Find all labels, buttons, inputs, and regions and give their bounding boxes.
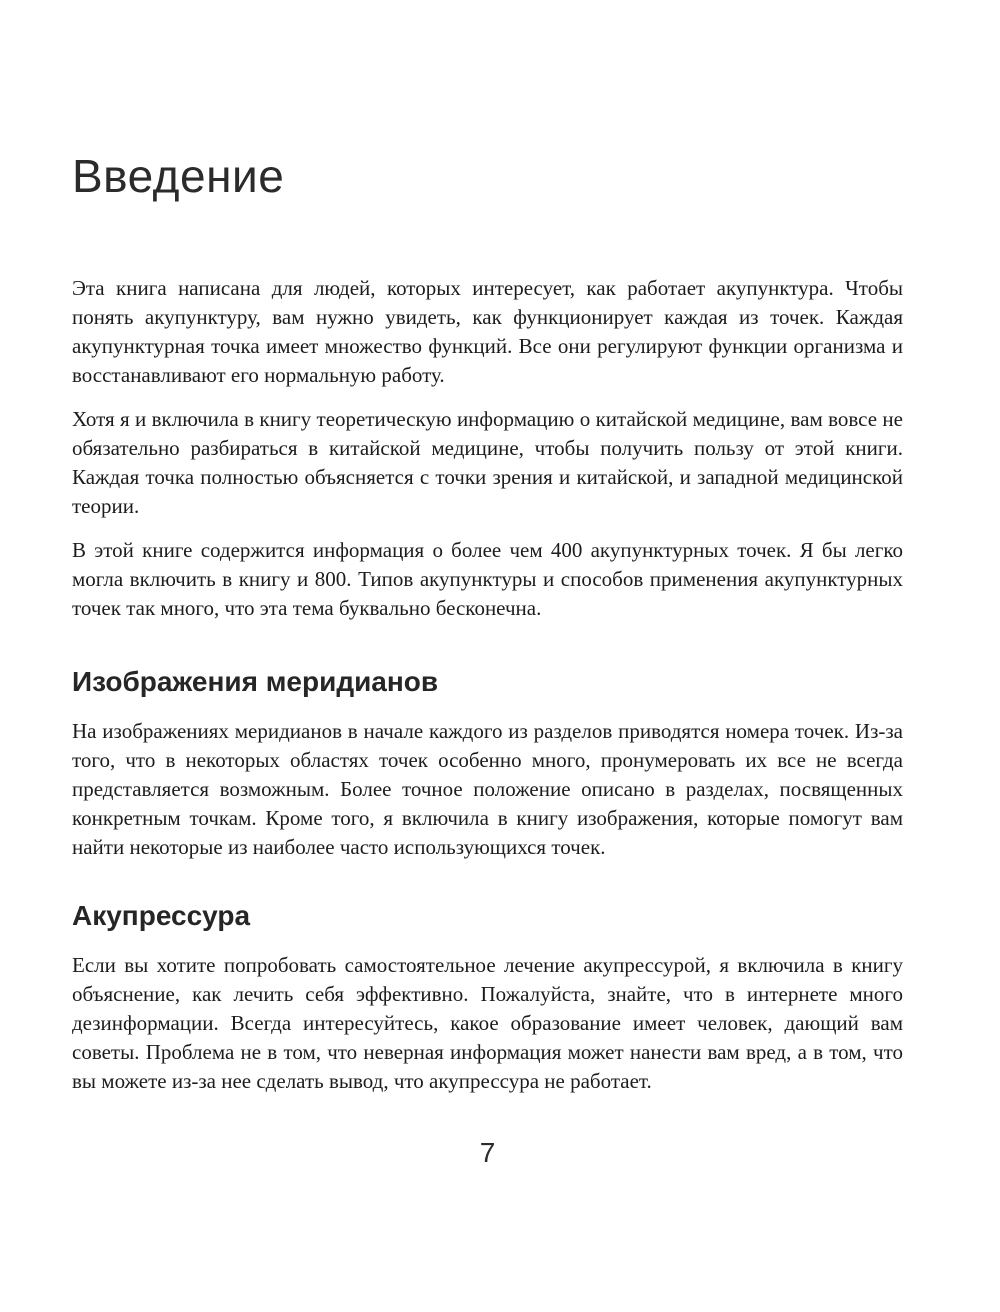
section-heading-meridian-images: Изображения меридианов: [72, 666, 439, 697]
chapter-title: Введение: [72, 150, 285, 202]
section-heading-acupressure: Акупрессура: [72, 900, 251, 931]
intro-paragraph-3: В этой книге содержится информация о более чем 400 акупунктурных точек. Я бы легко могла включить в книгу и 800. Типов акупунктуры и способов применения акупунктурных точек так много, что эта тема буквально бесконечна.: [72, 538, 903, 620]
acupressure-paragraph: Если вы хотите попробовать самостоятельное лечение акупрессурой, я включила в книгу объяснение, как лечить себя эффективно. Пожалуйста, знайте, что в интернете много дезинформации. Всегда интересуйтесь, какое образование имеет человек, дающий вам советы. Проблема не в том, что неверная информация может нанести вам вред, а в том, что вы можете из-за нее сделать вывод, что акупрессура не работает.: [72, 953, 903, 1093]
page-number: 7: [479, 1137, 496, 1168]
meridian-images-paragraph: На изображениях меридианов в начале каждого из разделов приводятся номера точек. Из-за того, что в некоторых областях точек особенно много, пронумеровать их все не всегда представляется возможным. Более точное положение описано в разделах, посвященных конкретным точкам. Кроме того, я включила в книгу изображения, которые помогут вам найти некоторые из наиболее часто использующихся точек.: [72, 719, 903, 859]
intro-paragraph-2: Хотя я и включила в книгу теоретическую информацию о китайской медицине, вам вовсе не обязательно разбираться в китайской медицине, чтобы получить пользу от этой книги. Каждая точка полностью объясняется с точки зрения и китайской, и западной медицинской теории.: [72, 407, 903, 518]
intro-paragraph-1: Эта книга написана для людей, которых интересует, как работает акупунктура. Чтобы понять акупунктуру, вам нужно увидеть, как функционирует каждая из точек. Каждая акупунктурная точка имеет множество функций. Все они регулируют функции организма и восстанавливают его нормальную работу.: [72, 276, 903, 387]
